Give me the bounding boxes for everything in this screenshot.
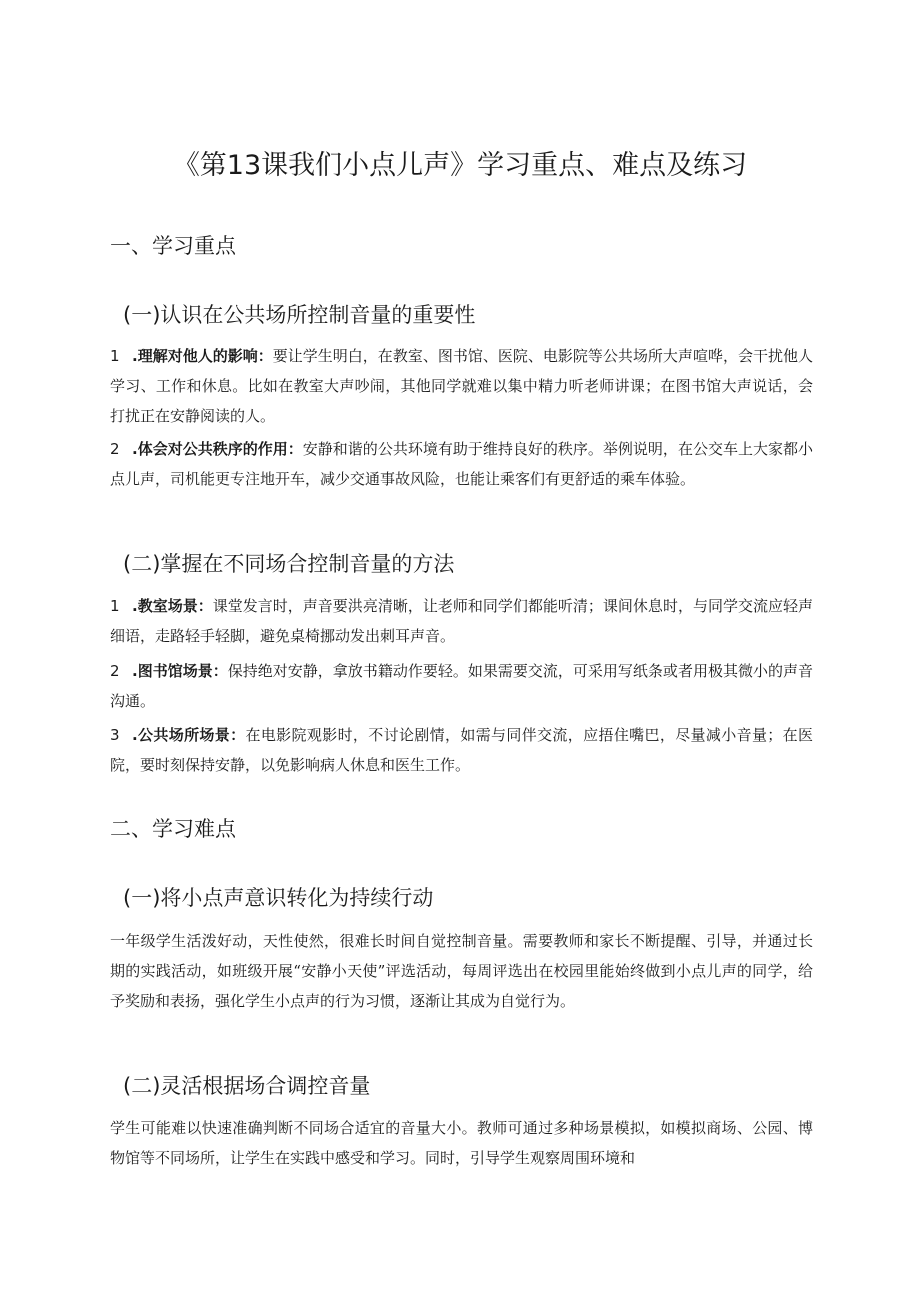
list-item [110,434,813,494]
item-number: 1 [110,347,120,365]
item-label: .公共场所场景： [132,726,246,744]
section-heading-difficulties: 二、学习难点 [110,817,236,841]
list-item [110,341,813,431]
item-number: 2 [110,440,120,458]
list-item [110,591,813,651]
subsection-heading-flexible-volume: (二)灵活根据场合调控音量 [123,1074,371,1098]
item-text: 要让学生明白，在教室、图书馆、医院、电影院等公共场所大声喧哗，会干扰他人学习、工作和休息。比如在教室大声吵闹，其他同学就难以集中精力听老师讲课；在图书馆大声说话，会打扰正在安静阅读的人。 [110,347,813,425]
item-text: 保持绝对安静，拿放书籍动作要轻。如果需要交流，可采用写纸条或者用极其微小的声音沟通。 [110,662,813,710]
item-number: 3 [110,726,120,744]
paragraph-flexible-volume: 学生可能难以快速准确判断不同场合适宜的音量大小。教师可通过多种场景模拟，如模拟商场、公园、博物馆等不同场所，让学生在实践中感受和学习。同时，引导学生观察周围环境和 [110,1119,813,1167]
document-title: 《第13课我们小点儿声》学习重点、难点及练习 [172,150,748,181]
item-text: 课堂发言时，声音要洪亮清晰，让老师和同学们都能听清；课间休息时，与同学交流应轻声细语，走路轻手轻脚，避免桌椅挪动发出刺耳声音。 [110,597,813,645]
item-label: .图书馆场景： [132,662,228,680]
item-label: .教室场景： [132,597,213,615]
subsection-heading-continuous-action: (一)将小点声意识转化为持续行动 [123,886,434,910]
paragraph-continuous-action: 一年级学生活泼好动，天性使然，很难长时间自觉控制音量。需要教师和家长不断提醒、引导，并通过长期的实践活动，如班级开展“安静小天使”评选活动，每周评选出在校园里能始终做到小点儿声的同学，给予奖励和表扬，强化学生小点声的行为习惯，逐渐让其成为自觉行为。 [110,932,813,1010]
item-text: 安静和谐的公共环境有助于维持良好的秩序。举例说明，在公交车上大家都小点儿声，司机能更专注地开车，减少交通事故风险，也能让乘客们有更舒适的乘车体验。 [110,440,813,488]
item-text: 在电影院观影时，不讨论剧情，如需与同伴交流，应捂住嘴巴，尽量减小音量；在医院，要时刻保持安静，以免影响病人休息和医生工作。 [110,726,813,774]
list-item [110,720,813,780]
item-number: 2 [110,662,120,680]
item-label: .体会对公共秩序的作用： [132,440,303,458]
item-number: 1 [110,597,120,615]
subsection-heading-importance: (一)认识在公共场所控制音量的重要性 [123,303,476,327]
section-heading-key-points: 一、学习重点 [110,234,236,258]
subsection-heading-methods: (二)掌握在不同场合控制音量的方法 [123,552,455,576]
item-label: .理解对他人的影响： [132,347,273,365]
list-item [110,656,813,716]
